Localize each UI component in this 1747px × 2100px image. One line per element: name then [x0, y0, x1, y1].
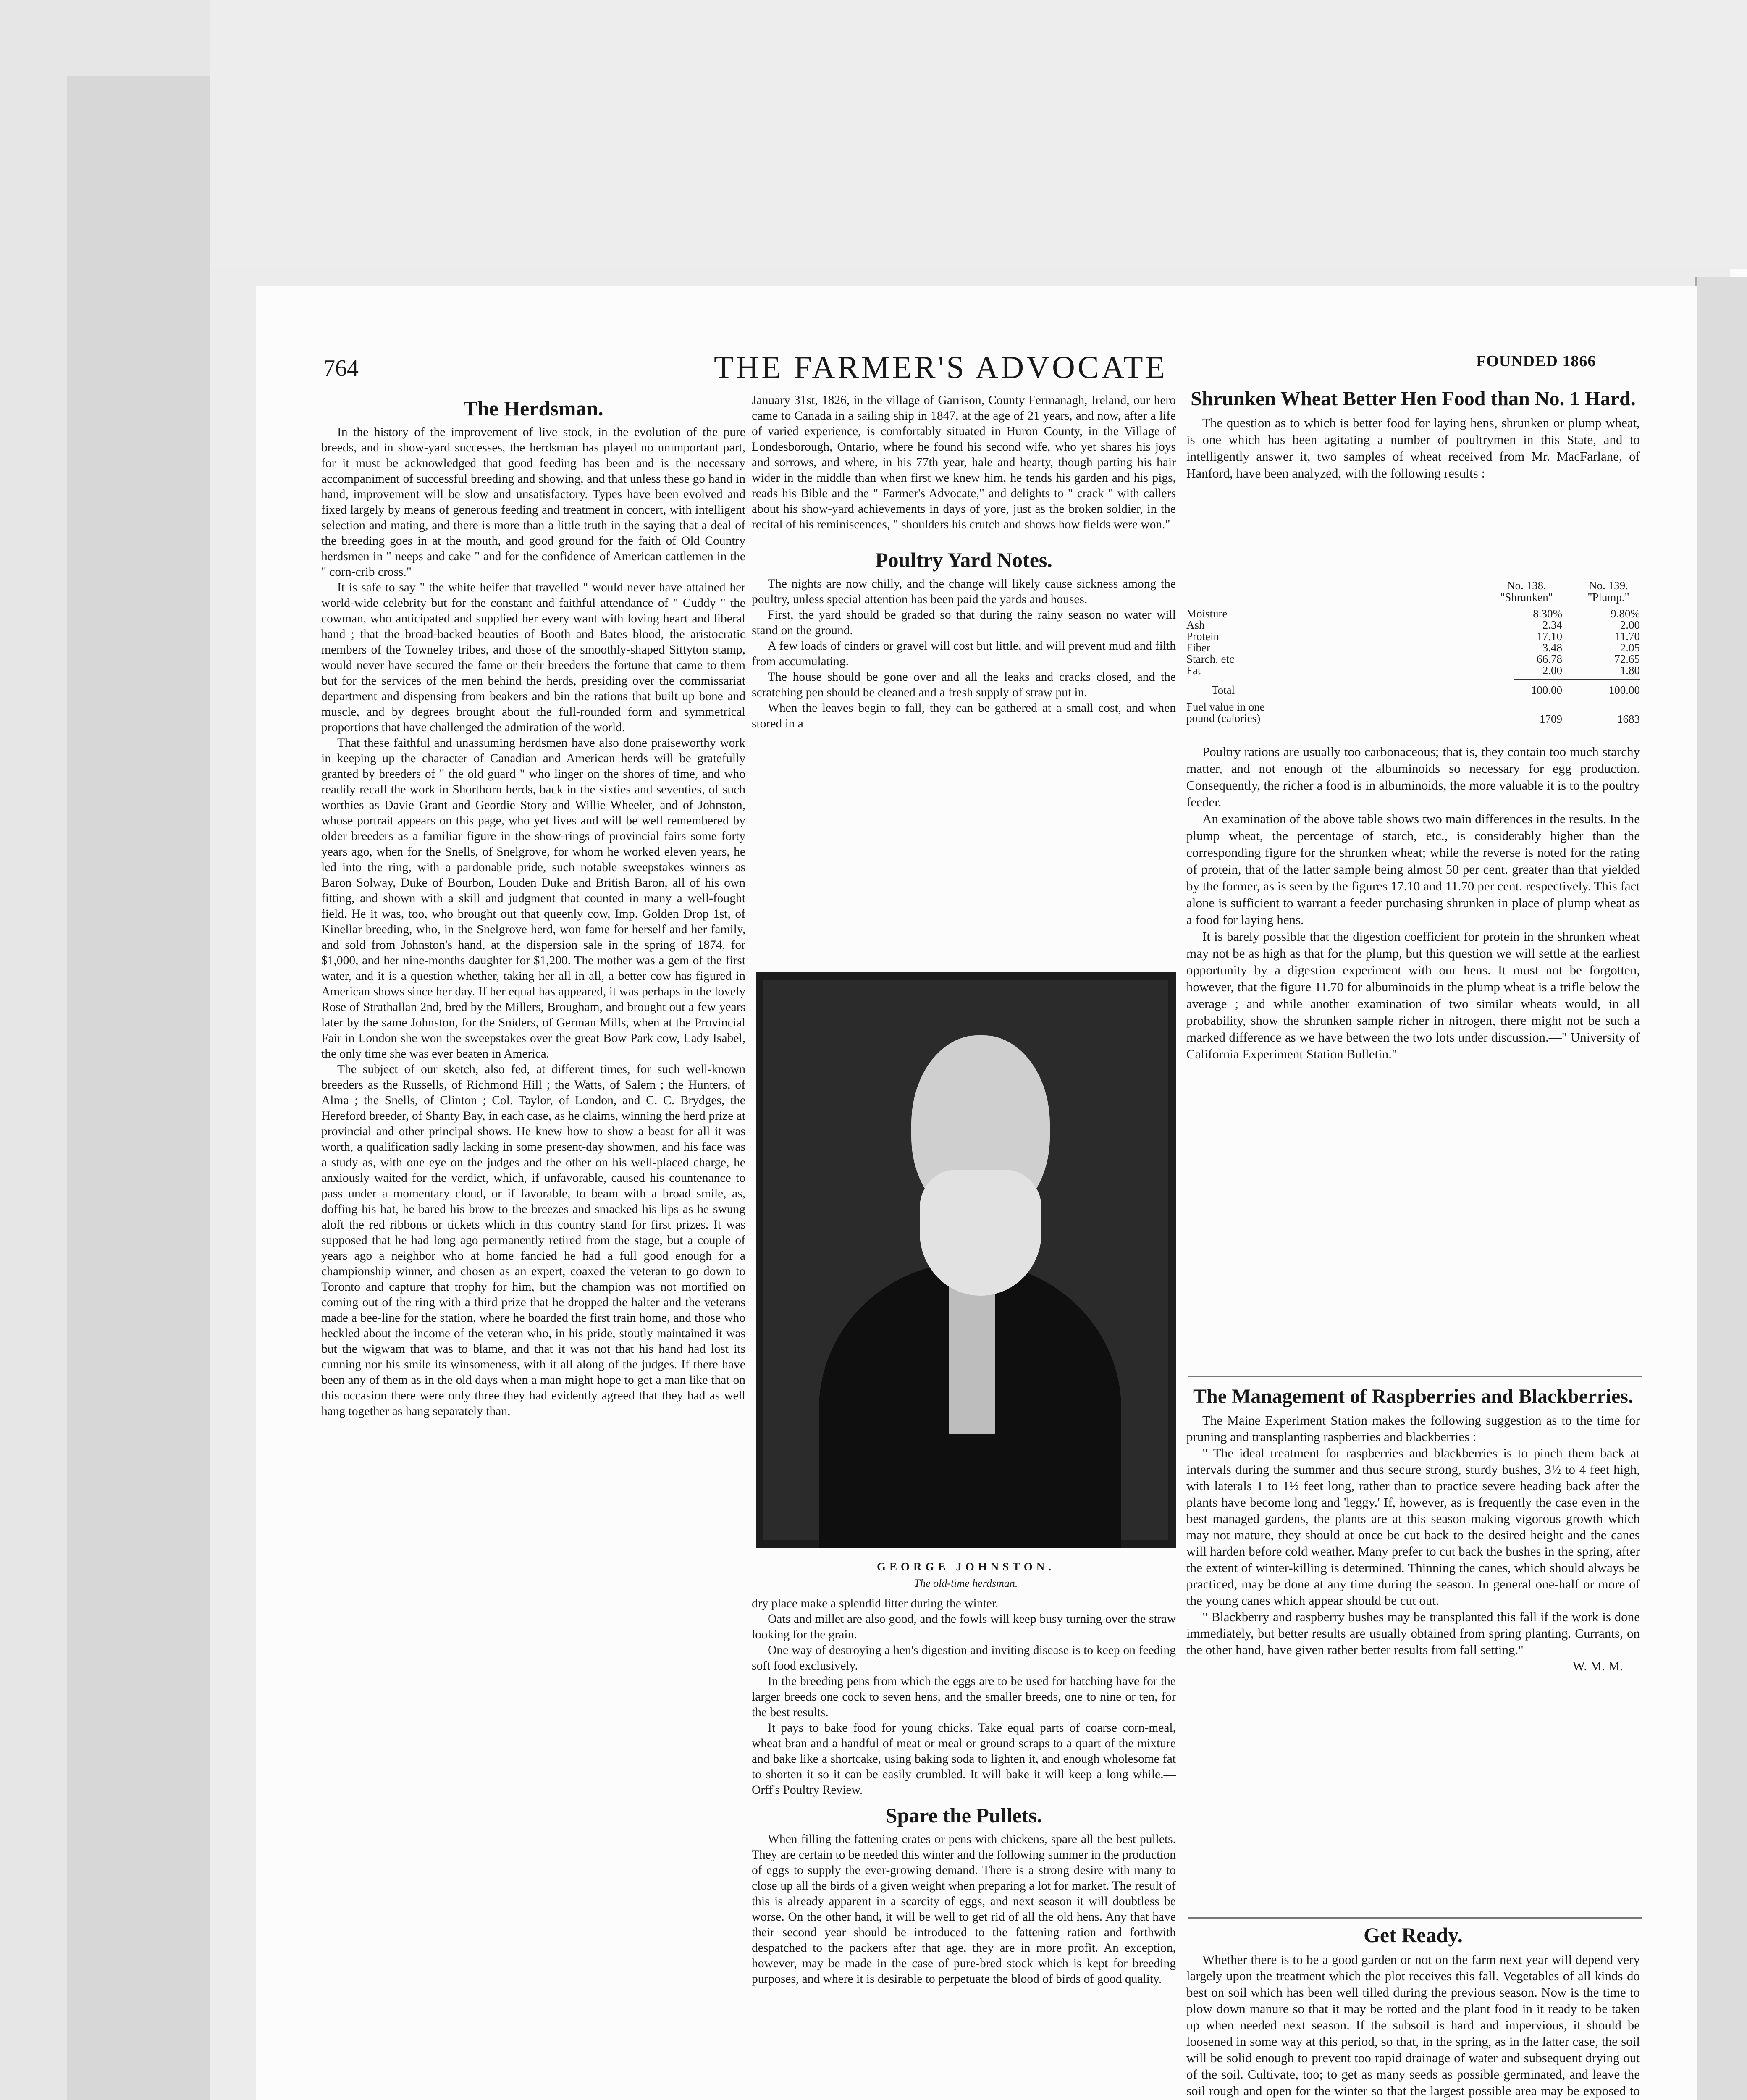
- raspberries-paragraph-3: " Blackberry and raspberry bushes may be transplanted this fall if the work is done immediately, but better results are usually obtained from spring planting. Currants, on the other hand, have given rather better results from fall setting.": [1186, 1609, 1640, 1657]
- table-header-row: [1186, 580, 1640, 605]
- portrait-beard: [920, 1170, 1041, 1296]
- portrait-caption-subtitle: The old-time herdsman.: [914, 1577, 1018, 1589]
- section-divider: [1188, 1376, 1642, 1377]
- article-title-poultry: Poultry Yard Notes.: [875, 548, 1052, 572]
- table-row-label: Protein: [1186, 630, 1219, 643]
- table-row: [1186, 620, 1640, 631]
- poultry-cont-paragraph-3: One way of destroying a hen's digestion and inviting disease is to keep on feeding soft food exclusively.: [752, 1643, 1176, 1672]
- article-title-get-ready: Get Ready.: [1363, 1924, 1463, 1947]
- founded-line: FOUNDED 1866: [1476, 352, 1596, 370]
- table-row-label: Fiber: [1186, 641, 1210, 654]
- herdsman-paragraph-4: The subject of our sketch, also fed, at different times, for such well-known breeders as the Russells, of Richmond Hill ; the Watts, of Salem ; the Hunters, of Alma ; the Snells, of Clinton ; Col. Taylor, of London, and C. C. Brydges, the Hereford breeder, of Shanty Bay, in each case, as he claims, winning the herd prize at provincial and other principal shows. He knew how to show a beast for all it was worth, a qualification sadly lacking in some present-day showmen, and his face was a study as, with one eye on the judges and the other on his well-placed charge, he anxiously waited for the verdict, which, if unfavorable, caused his countenance to pass under a momentary cloud, or if favorable, to beam with a broad smile, as, doffing his hat, he bared his brow to the breezes and smacked his lips as he swung aloft the red ribbons or tickets which in this country stand for first prizes. It was supposed that he had long ago permanently retired from the stage, but a couple of years ago a neighbor who at home fancied he had a full good enough for a championship winner, and chosen as an expert, coaxed the veteran to go down to Toronto and capture that trophy for him, but the champion was not mortified on coming out of the ring with a third prize that he dropped the halter and the veterans made a bee-line for the station, where he boarded the first train home, and those who heckled about the income of the veteran who, in his pride, stoutly maintained it was but the wigwam that was to blame, and that it was not that his hand had lost its cunning nor his smile its winsomeness, with it all along of the judges. If there have been any of them as in the old days when a man might hope to get a man like that on this occasion there were only three they had evidently agreed that they had as well hang together as hang separately than.: [321, 1063, 745, 1418]
- column-wheat-discussion: [1186, 743, 1640, 1357]
- table-row: [1186, 654, 1640, 665]
- raspberries-paragraph-2: " The ideal treatment for raspberries and blackberries is to pinch them back at intervals during the summer and thus secure strong, sturdy bushes, 3½ to 4 feet high, with laterals 1 to 1½ feet long, rather than to practice severe heading back after the plants have become long and 'leggy.' If, however, as is frequently the case even in the best managed gardens, the plants are at this season making vigorous growth which may not mature, they should at once be cut back to the desired height and the canes will harden before cold weather. Many prefer to cut back the bushes in the spring, after the extent of winter-killing is determined. Thinning the canes, which should always be practiced, may be done at any time during the season. In general one-half or more of the young canes which appear should be cut out.: [1186, 1446, 1640, 1608]
- herdsman-paragraph-2: It is safe to say " the white heifer that travelled " would never have attained her world-wide celebrity but for the constant and faithful attendance of " Cuddy " the cowman, who anticipated and supplied her every want with loving heart and liberal hand ; that the broad-backed beauties of Booth and Bates blood, the aristocratic members of the Towneley tribes, and those of the smoothly-shaped Sittyton stamp, would never have secured the fame or their breeders the fortune that came to them but for the services of the men behind the herds, presiding over the commissariat department and dispensing from beakers and bin the rations that built up bone and muscle, and by degrees brought about the full-rounded form and symmetrical proportions that have challenged the admiration of the world.: [321, 581, 745, 734]
- poultry-paragraph-4: The house should be gone over and all the leaks and cracks closed, and the scratching pen should be cleaned and a fresh supply of straw put in.: [752, 670, 1176, 699]
- table-row-label: Moisture: [1186, 607, 1228, 620]
- portrait-shirt: [949, 1275, 995, 1434]
- portrait-caption-name: GEORGE JOHNSTON.: [876, 1560, 1055, 1573]
- article-title-pullets: Spare the Pullets.: [885, 1803, 1042, 1827]
- poultry-paragraph-1: The nights are now chilly, and the change will likely cause sickness among the poultry, unless special attention has been paid the yards and houses.: [752, 577, 1176, 606]
- raspberries-signature: W. M. M.: [1572, 1659, 1623, 1673]
- section-divider: [1188, 1917, 1642, 1919]
- table-rule: [1514, 679, 1640, 680]
- table-cell-shrunken: 3.48: [1542, 641, 1562, 654]
- table-cell-plump: 11.70: [1615, 630, 1640, 643]
- table-row-label: Fuel value in one pound (calories): [1186, 701, 1265, 724]
- article-title-herdsman: The Herdsman.: [463, 397, 603, 420]
- table-row: [1186, 608, 1640, 620]
- get-ready-paragraph-1: Whether there is to be a good garden or not on the farm next year will depend very largely upon the treatment which the plot receives this fall. Vegetables of all kinds do best on soil which has been well tilled during the previous season. Now is the time to plow down manure so that it may be rotted and the plant food in it ready to be taken up when needed next season. If the subsoil is hard and impervious, it should be loosened in some way at this period, so that, in the spring, as in the latter case, the soil will be solid enough to prevent too rapid drainage of water and subsequent drying out of the soil. Cultivate, too; to get as many seeds as possible germinated, and leave the soil rough and open for the winter so that the largest possible area may be exposed to: [1186, 1952, 1640, 2098]
- table-row-label: Starch, etc: [1186, 653, 1234, 665]
- poultry-cont-paragraph-1: dry place make a splendid litter during the winter.: [752, 1597, 999, 1610]
- table-col-header-plump: No. 139. "Plump.": [1587, 579, 1629, 604]
- table-cell-shrunken: 2.00: [1542, 664, 1562, 677]
- poultry-paragraph-3: A few loads of cinders or gravel will cost but little, and will prevent mud and filth from accumulating.: [752, 639, 1176, 668]
- column-raspberries: [1186, 1386, 1640, 1911]
- table-cell-shrunken: 100.00: [1531, 684, 1562, 696]
- table-row: [1186, 642, 1640, 654]
- table-row-label: Ash: [1186, 619, 1205, 631]
- wheat-paragraph-3: It is barely possible that the digestion coefficient for protein in the shrunken wheat may not be as high as that for the plump, but this question we will settle at the earliest opportunity by a digestion experiment with our hens. It must not be forgotten, however, that the figure 11.70 for albuminoids in the plump wheat is a trifle below the average ; and while another examination of two similar wheats would, in all probability, show the shrunken sample richer in nitrogen, there might not be such a marked difference as we have between the two lots under discussion.—" University of California Experiment Station Bulletin.": [1186, 929, 1640, 1061]
- table-cell-plump: 9.80%: [1611, 607, 1640, 620]
- scan-page-edge: [67, 76, 210, 2100]
- table-cell-plump: 2.00: [1620, 619, 1640, 631]
- johnston-bio-paragraph: January 31st, 1826, in the village of Garrison, County Fermanagh, Ireland, our hero came to Canada in a sailing ship in 1847, at the age of 21 years, and now, after a life of varied experience, is comfortably situated in Huron County, in the Village of Londesborough, Ontario, where he found his second wife, who yet shares his joys and sorrows, and where, in his 77th year, hale and hearty, though parting his hair wider in the middle than when first we knew him, he tends his garden and his pigs, reads his Bible and the " Farmer's Advocate," and delights to " crack " with callers about his show-yard achievements in days of yore, just as the broken soldier, in the recital of his reminiscences, " shoulders his crutch and shows how fields were won.": [752, 394, 1176, 531]
- article-title-wheat: Shrunken Wheat Better Hen Food than No. 1 Hard.: [1191, 388, 1636, 410]
- scan-border-top: [0, 0, 1747, 269]
- herdsman-paragraph-3: That these faithful and unassuming herdsmen have also done praiseworthy work in keeping up the character of Canadian and American herds will be gratefully granted by breeders of " the old guard " who linger on the shores of time, and who readily recall the work in Shorthorn herds, back in the sixties and seventies, of such worthies as Davie Grant and Geordie Story and Willie Wheeler, and of Johnston, whose portrait appears on this page, who yet lives and will be well remembered by older breeders as a familiar figure in the show-rings of provincial fairs some forty years ago, when for the Snells, of Snelgrove, for whom he worked eleven years, he led into the ring, with a pardonable pride, such notable sweepstakes winners as Baron Solway, Duke of Bourbon, Louden Duke and British Baron, all of his own fitting, and shown with a skill and judgment that counted in many a well-fought field. He it was, too, who brought out that queenly cow, Imp. Golden Drop 1st, of Kinellar breeding, who, in the Snelgrove herd, won fame for herself and her family, and sold from Johnston's hand, at the dispersion sale in the spring of 1874, for $1,000, and her nine-months daughter for $1,200. The mother was a gem of the first water, and it is a question whether, taking her all in all, a better cow has figured in American shows since her day. If her equal has appeared, it was perhaps in the lovely Rose of Strathallan 2nd, bred by the Millers, Brougham, and brought out a few years later by the same Johnston, for the Sniders, of German Mills, when at the Provincial Fair in London she won the sweepstakes over the great Bow Park cow, Lady Isabel, the only time she was ever beaten in America.: [321, 736, 745, 1060]
- table-cell-shrunken: 8.30%: [1533, 607, 1562, 620]
- pullets-paragraph-1: When filling the fattening crates or pens with chickens, spare all the best pullets. They are certain to be needed this winter and the following summer in the production of eggs to supply the ever-growing demand. There is a strong desire with many to close up all the birds of a given weight when preparing a lot for market. The result of this is already apparent in a scarcity of eggs, and next season it will doubtless be worse. On the other hand, it will be well to get rid of all the old hens. Any that have their second year should be introduced to the fattening ration and forthwith despatched to the packers after that age, they are in more profit. An exception, however, may be made in the case of pure-bred stock which is kept for breeding purposes, and where it is desirable to perpetuate the blood of birds of good quality.: [752, 1832, 1176, 1986]
- column-bio-poultry: [752, 393, 1176, 964]
- table-cell-plump: 1683: [1617, 713, 1640, 725]
- table-cell-plump: 100.00: [1608, 684, 1640, 696]
- poultry-paragraph-2: First, the yard should be graded so that during the rainy season no water will stand on the ground.: [752, 608, 1176, 637]
- poultry-cont-paragraph-5: It pays to bake food for young chicks. Take equal parts of coarse corn-meal, wheat bran and a handful of meat or meal or ground scraps to a quart of the mixture and bake like a shortcake, using baking soda to lighten it, and enough wholesome fat to shorten it so it can be easily crumbled. It will bake it will keep a long while.—Orff's Poultry Review.: [752, 1721, 1176, 1797]
- raspberries-paragraph-1: The Maine Experiment Station makes the following suggestion as to the time for pruning and transplanting raspberries and blackberries :: [1186, 1413, 1640, 1444]
- herdsman-paragraph-1: In the history of the improvement of live stock, in the evolution of the pure breeds, and in show-yard successes, the herdsman has played no unimportant part, for it must be acknowledged that good feeding has been and is the necessary accompaniment of successful breeding and showing, and that unless these go hand in hand, improvement will be slow and unsatisfactory. Types have been evolved and fixed largely by means of generous feeding and treatment in concert, with intelligent selection and mating, and there is more than a little truth in the saying that a deal of the breeding goes in at the mouth, and good ground for the faith of Old Country herdsmen in " neeps and cake " and for the confidence of American cattlemen in the " corn-crib cross.": [321, 425, 745, 579]
- portrait-photo: [756, 972, 1176, 1548]
- table-cell-plump: 1.80: [1620, 664, 1640, 677]
- poultry-paragraph-5: When the leaves begin to fall, they can be gathered at a small cost, and when stored in a: [752, 701, 1176, 730]
- column-poultry-pullets: [752, 1596, 1176, 2100]
- table-cell-plump: 72.65: [1614, 653, 1640, 665]
- table-row-label: Total: [1212, 684, 1235, 696]
- table-col-header-shrunken: No. 138. "Shrunken": [1500, 579, 1553, 604]
- table-cell-shrunken: 2.34: [1542, 619, 1562, 631]
- table-cell-plump: 2.05: [1620, 641, 1640, 654]
- poultry-cont-paragraph-2: Oats and millet are also good, and the fowls will keep busy turning over the straw looking for the grain.: [752, 1612, 1176, 1641]
- page-number: 764: [323, 355, 359, 381]
- wheat-paragraph-1: Poultry rations are usually too carbonaceous; that is, they contain too much starchy matter, and not enough of the albuminoids so necessary for egg production. Consequently, the richer a food is in albuminoids, the more valuable it is to the poultry feeder.: [1186, 744, 1640, 809]
- table-row-total: [1186, 685, 1640, 696]
- article-title-raspberries: The Management of Raspberries and Blackberries.: [1193, 1386, 1633, 1407]
- book-spine: [1695, 277, 1747, 2100]
- column-wheat-intro: [1186, 388, 1640, 573]
- table-row: [1186, 665, 1640, 676]
- poultry-cont-paragraph-4: In the breeding pens from which the eggs are to be used for hatching have for the larger breeds one cock to seven hens, and the smaller breeds, one to nine or ten, for the best results.: [752, 1675, 1176, 1719]
- wheat-intro-paragraph: The question as to which is better food for laying hens, shrunken or plump wheat, is one which has been agitating a number of poultrymen in this State, and to intelligently answer it, two samples of wheat received from Mr. MacFarlane, of Hanford, have been analyzed, with the following results :: [1186, 415, 1640, 480]
- table-row-fuel: [1186, 701, 1640, 725]
- table-row: [1186, 631, 1640, 642]
- wheat-paragraph-2: An examination of the above table shows two main differences in the results. In the plump wheat, the percentage of starch, etc., is considerably higher than the corresponding figure for the shrunken wheat; while the reverse is noted for the rating of protein, that of the latter sample being almost 50 per cent. greater than that yielded by the former, as is seen by the figures 17.10 and 11.70 per cent. respectively. This fact alone is sufficient to warrant a feeder purchasing shrunken in place of plump wheat as a food for laying hens.: [1186, 811, 1640, 927]
- table-cell-shrunken: 17.10: [1537, 630, 1562, 643]
- masthead-title: THE FARMER'S ADVOCATE: [714, 350, 1167, 385]
- table-cell-shrunken: 66.78: [1537, 653, 1562, 665]
- column-herdsman: [321, 397, 745, 2100]
- table-cell-shrunken: 1709: [1540, 713, 1562, 725]
- column-get-ready: [1186, 1924, 1640, 2100]
- table-row-label: Fat: [1186, 664, 1201, 677]
